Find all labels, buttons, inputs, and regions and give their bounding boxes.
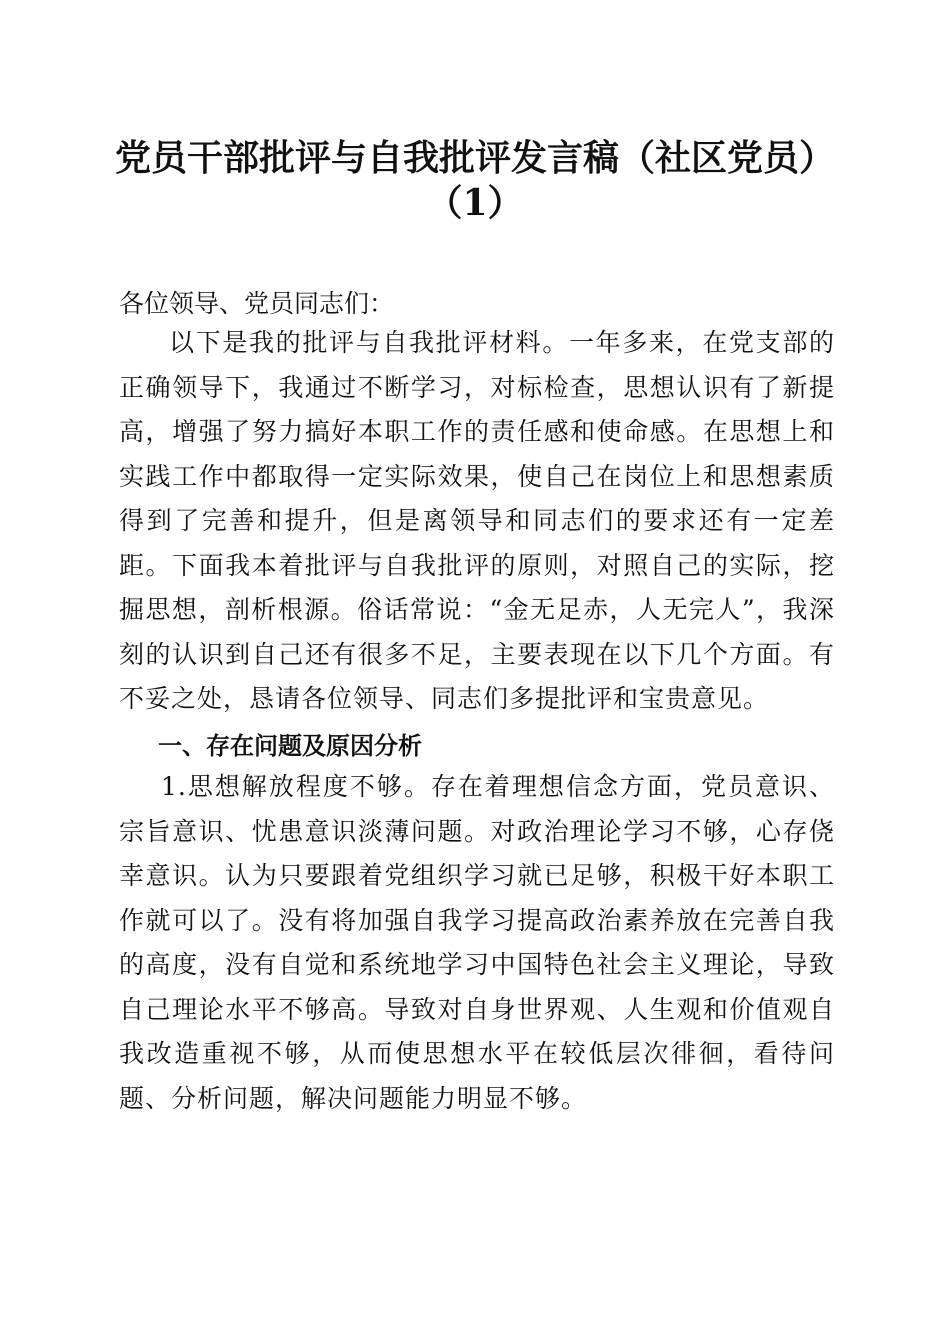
section-heading: 一、存在问题及原因分析 xyxy=(158,732,422,760)
intro-paragraph: 以下是我的批评与自我批评材料。一年多来，在党支部的正确领导下，我通过不断学习，对标检查，思想认识有了新提高，增强了努力搞好本职工作的责任感和使命感。在思想上和实践工作中都取得一定实际效果，使自己在岗位上和思想素质得到了完善和提升，但是离领导和同志们的要求还有一定差距。下面我本着批评与自我批评的原则，对照自己的实际，挖掘思想，剖析根源。俗话常说：“金无足赤，人无完人”，我深刻的认识到自己还有很多不足，主要表现在以下几个方面。有不妥之处，恳请各位领导、同志们多提批评和宝贵意见。 xyxy=(119,328,835,713)
document-title-line2: （1） xyxy=(426,182,524,224)
document-title-line1: 党员干部批评与自我批评发言稿（社区党员） xyxy=(114,137,835,179)
salutation: 各位领导、党员同志们： xyxy=(119,289,395,318)
point-1-paragraph: 1.思想解放程度不够。存在着理想信念方面，党员意识、宗旨意识、忧患意识淡薄问题。对政治理论学习不够，心存侥幸意识。认为只要跟着党组织学习就已足够，积极干好本职工作就可以了。没有将加强自我学习提高政治素养放在完善自我的高度，没有自觉和系统地学习中国特色社会主义理论，导致自己理论水平不够高。导致对自身世界观、人生观和价值观自我改造重视不够，从而使思想水平在较低层次徘徊，看待问题、分析问题，解决问题能力明显不够。 xyxy=(119,772,835,1113)
